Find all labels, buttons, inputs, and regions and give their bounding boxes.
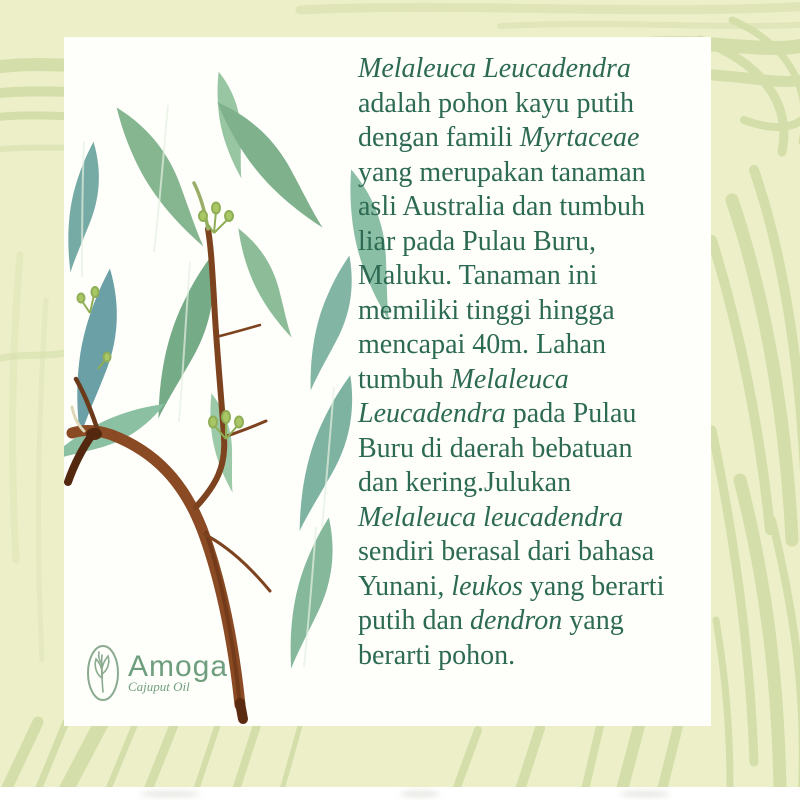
text-line: Leucadendra pada Pulau [358, 398, 637, 429]
text-line: yang merupakan tanaman [358, 156, 646, 188]
edge-smudge [620, 791, 670, 797]
text-line: berarti pohon. [358, 639, 516, 671]
text-line: Buru di daerah bebatuan [358, 432, 633, 464]
leaf-cluster [64, 69, 404, 672]
text-line: dan kering.Julukan [358, 467, 572, 498]
brand-logo [86, 644, 228, 702]
text-line: asli Australia dan tumbuh [358, 191, 645, 222]
text-line: dengan famili Myrtaceae [358, 122, 640, 153]
leaf-in-oval-icon [86, 644, 120, 702]
text-line: Melaleuca Leucadendra [358, 53, 631, 84]
text-line: liar pada Pulau Buru, [358, 225, 596, 257]
brand-tagline: Cajuput Oil [128, 679, 190, 694]
edge-smudge [140, 791, 200, 797]
text-line: mencapai 40m. Lahan [358, 329, 607, 360]
branch-stem [68, 183, 270, 719]
brand-logo-text [128, 652, 228, 694]
text-line: tumbuh Melaleuca [358, 363, 569, 395]
text-line: sendiri berasal dari bahasa [358, 536, 655, 567]
text-line: putih dan dendron yang [358, 605, 624, 636]
brand-name: Amoga [128, 650, 229, 683]
text-line: Maluku. Tanaman ini [358, 260, 598, 291]
text-line: Melaleuca leucadendra [358, 501, 624, 533]
product-info-card [64, 37, 711, 726]
text-line: adalah pohon kayu putih [358, 87, 635, 119]
text-line: Yunani, leukos yang berarti [358, 570, 665, 602]
edge-smudge [400, 791, 440, 797]
description-text [358, 52, 708, 673]
text-line: memiliki tinggi hingga [358, 294, 615, 326]
